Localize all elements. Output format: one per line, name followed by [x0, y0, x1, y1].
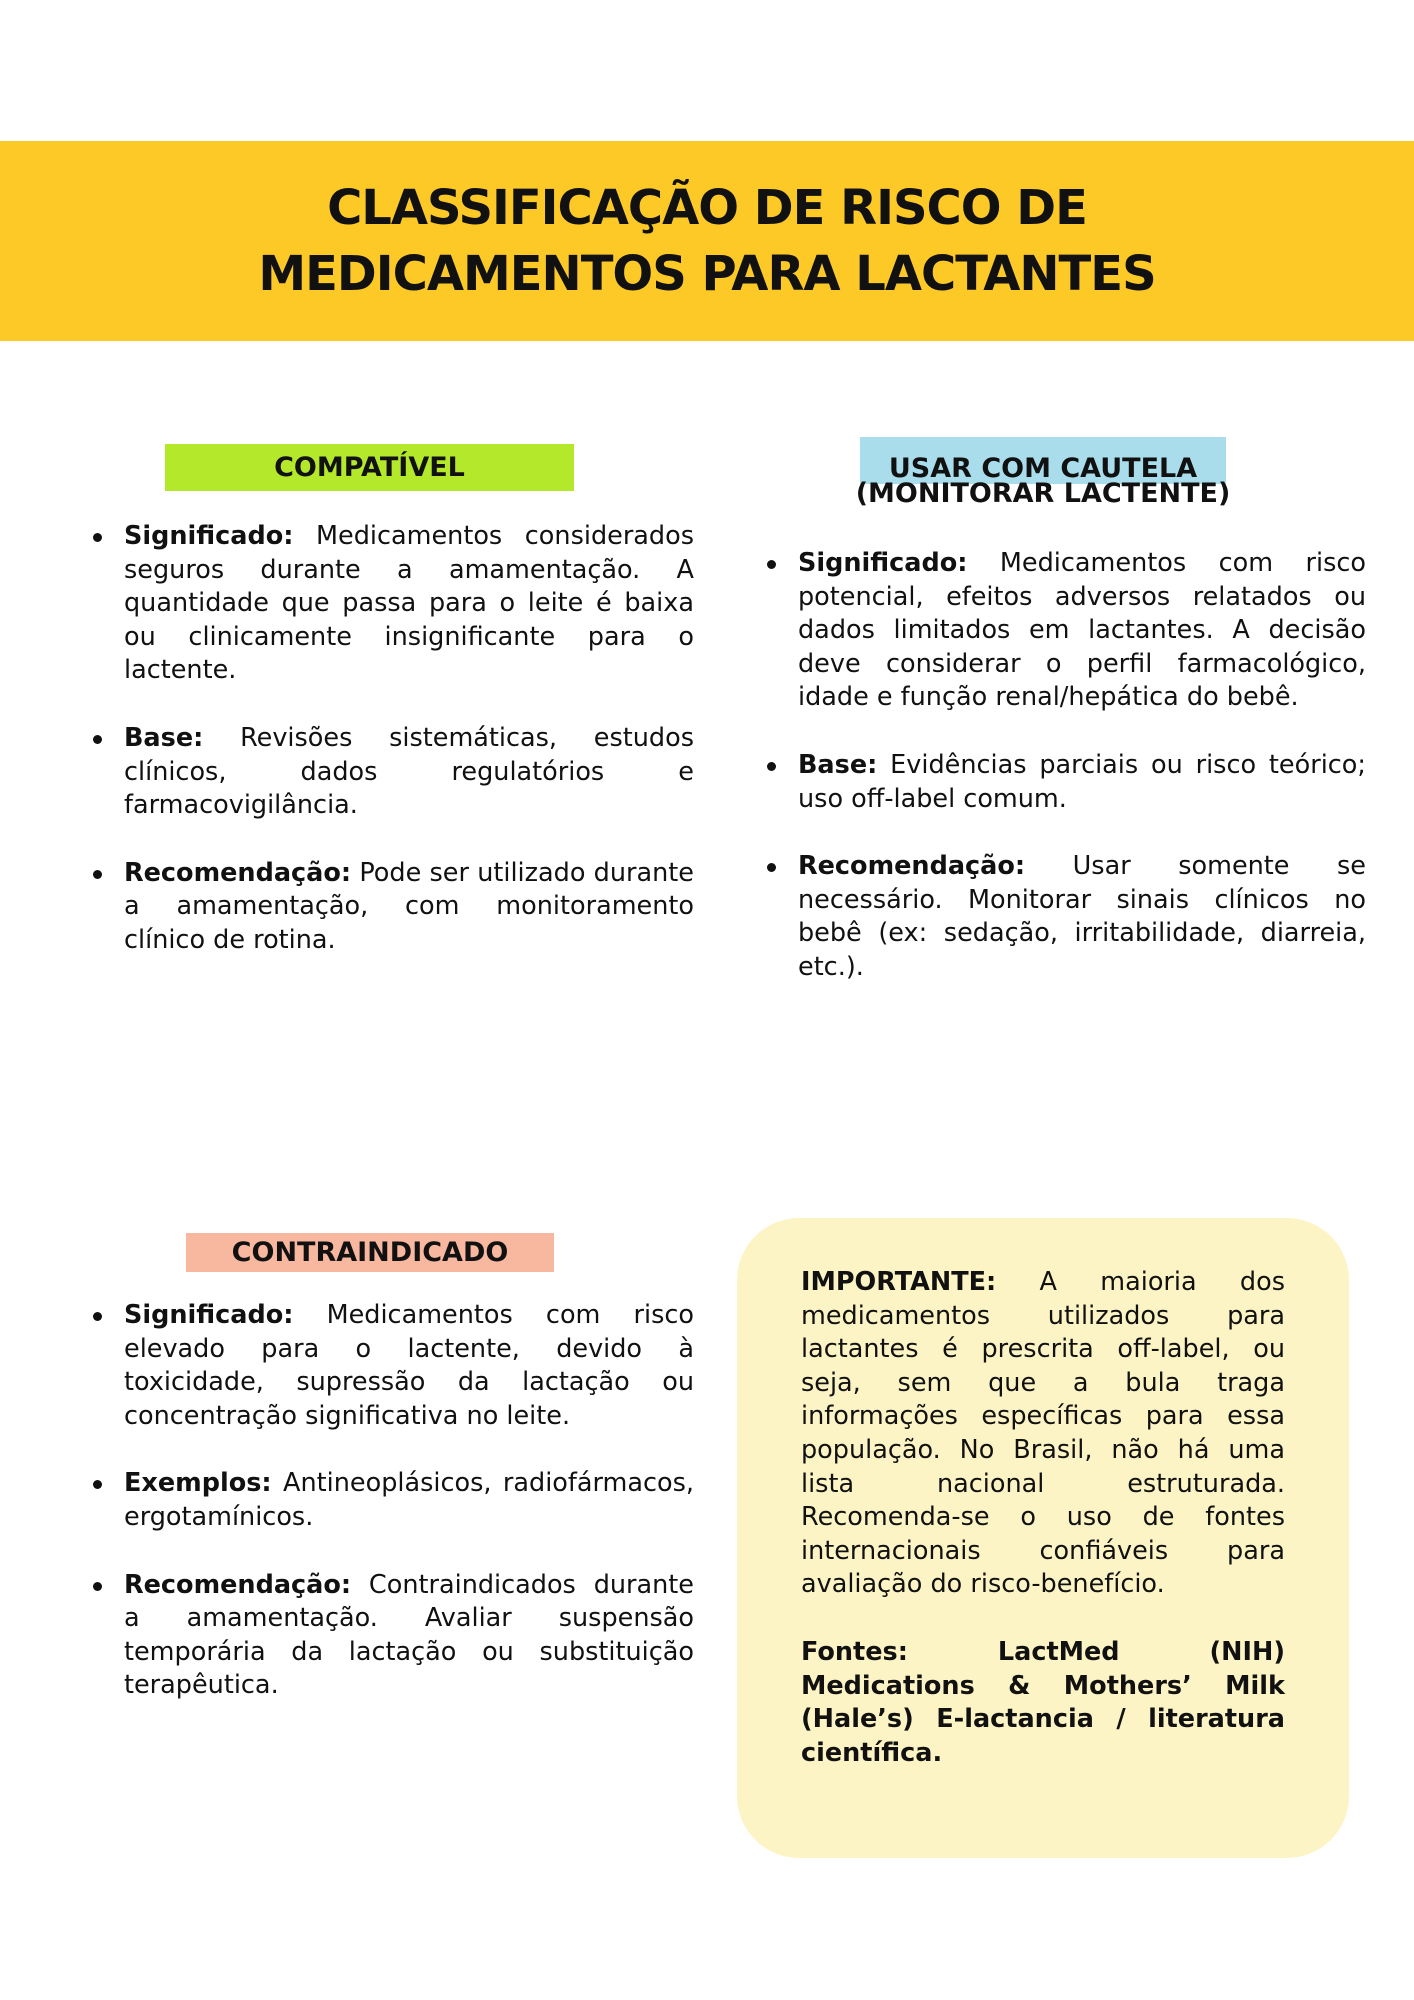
compativel-list — [94, 520, 694, 992]
contraindicado-list — [94, 1299, 694, 1737]
item-label: Exemplos: — [124, 1468, 272, 1499]
title-banner — [0, 141, 1414, 341]
item-text: Usar somente se necessário. Monitorar sinais clínicos no bebê (ex: sedação, irritabilidade, diarreia, etc.). — [798, 851, 1366, 982]
page-title-line-2: MEDICAMENTOS PARA LACTANTES — [258, 246, 1156, 302]
importante-note — [737, 1218, 1349, 1858]
contraindicado-badge: CONTRAINDICADO — [186, 1233, 554, 1272]
list-item — [124, 857, 694, 958]
item-text: Medicamentos com risco elevado para o lactente, devido à toxicidade, supressão da lactação ou concentração significativa no leite. — [124, 1300, 694, 1431]
list-item — [124, 1299, 694, 1433]
list-item — [124, 1569, 694, 1703]
compativel-badge: COMPATÍVEL — [165, 444, 574, 491]
importante-paragraph — [801, 1266, 1285, 1602]
item-label: Recomendação: — [124, 1569, 352, 1600]
list-item — [798, 547, 1366, 715]
item-label: Significado: — [124, 521, 294, 551]
item-label: Recomendação: — [798, 851, 1026, 882]
list-item — [798, 749, 1366, 816]
item-label: Base: — [124, 722, 204, 753]
item-label: Significado: — [124, 1300, 294, 1330]
cautela-list — [768, 547, 1366, 1019]
cautela-badge: USAR COM CAUTELA — [860, 437, 1226, 484]
list-item — [124, 1467, 694, 1534]
importante-label: IMPORTANTE: — [801, 1267, 997, 1297]
item-text: Medicamentos considerados seguros durante a amamentação. A quantidade que passa para o leite é baixa ou clinicamente insignificante para o lactente. — [124, 521, 694, 686]
importante-text: A maioria dos medicamentos utilizados para lactantes é prescrita off-label, ou seja, sem que a bula traga informações específicas para essa população. No Brasil, não há uma lista nacional estruturada. Recomenda-se o uso de fontes internacionais confiáveis para avaliação do risco-benefício. — [801, 1267, 1285, 1600]
sources-text: Fontes: LactMed (NIH) Medications & Mothers’ Milk (Hale’s) E-lactancia / literatura científica. — [801, 1637, 1285, 1768]
item-label: Recomendação: — [124, 857, 352, 888]
item-label: Base: — [798, 749, 878, 780]
item-text: Antineoplásicos, radiofármacos, ergotamínicos. — [124, 1468, 694, 1532]
item-label: Significado: — [798, 548, 968, 578]
item-text: Medicamentos com risco potencial, efeitos adversos relatados ou dados limitados em lactantes. A decisão deve considerar o perfil farmacológico, idade e função renal/hepática do bebê. — [798, 548, 1366, 713]
list-item — [798, 850, 1366, 984]
item-text: Contraindicados durante a amamentação. Avaliar suspensão temporária da lactação ou substituição terapêutica. — [124, 1569, 694, 1701]
item-text: Pode ser utilizado durante a amamentação, com monitoramento clínico de rotina. — [124, 857, 694, 955]
item-text: Evidências parciais ou risco teórico; uso off-label comum. — [798, 749, 1366, 814]
cautela-badge-subtitle: (MONITORAR LACTENTE) — [855, 478, 1231, 509]
list-item — [124, 520, 694, 688]
page-title-line-1: CLASSIFICAÇÃO DE RISCO DE — [327, 180, 1087, 236]
item-text: Revisões sistemáticas, estudos clínicos, dados regulatórios e farmacovigilância. — [124, 722, 694, 821]
list-item — [124, 722, 694, 823]
